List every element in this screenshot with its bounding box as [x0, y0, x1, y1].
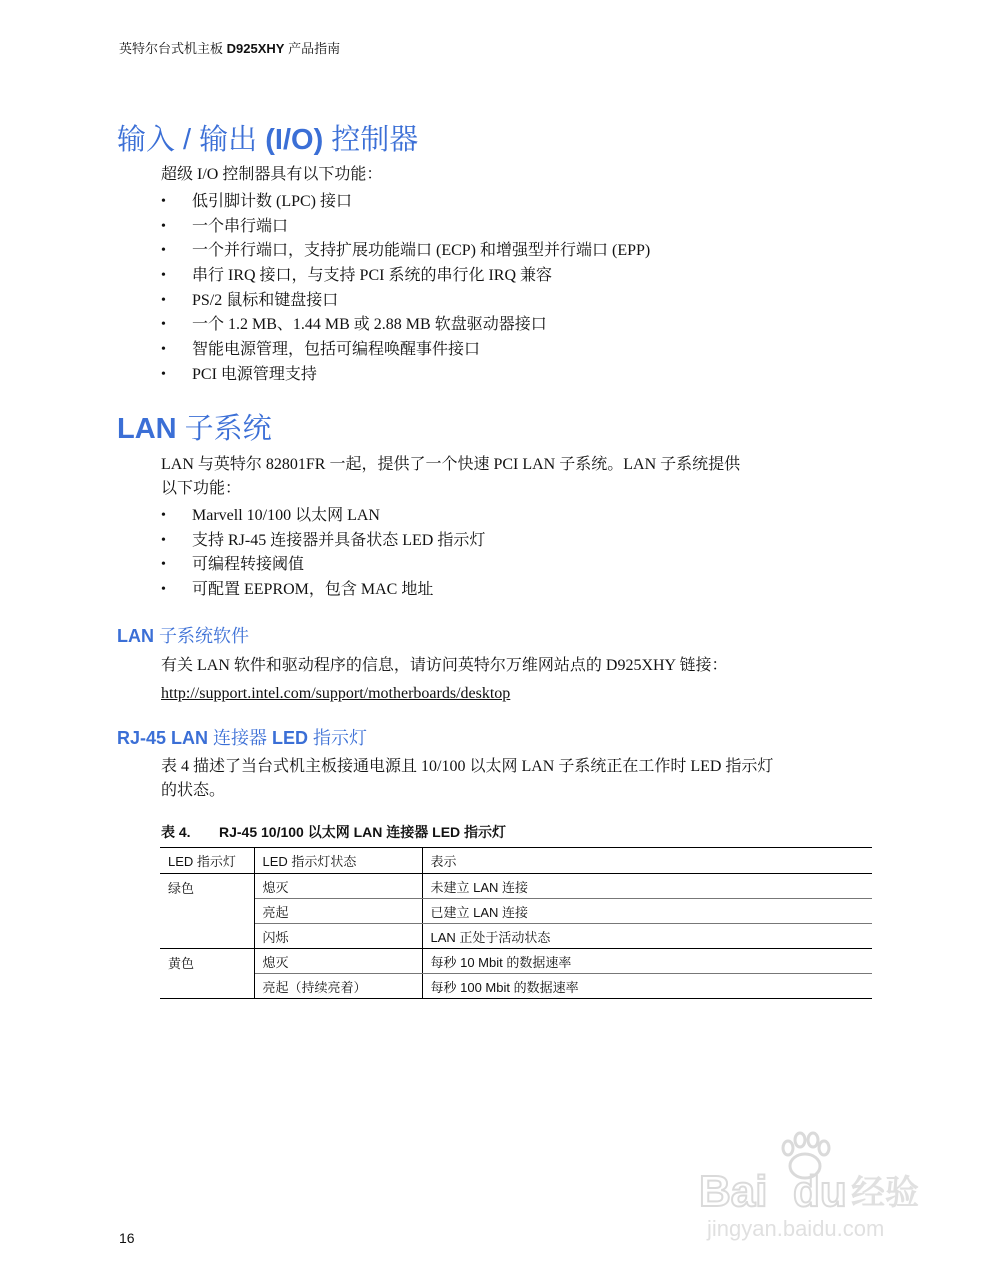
list-item: • 串行 IRQ 接口，与支持 PCI 系统的串行化 IRQ 兼容: [161, 264, 650, 289]
led-state: 亮起（持续亮着）: [254, 974, 422, 999]
table-row: [160, 874, 872, 899]
col-header-meaning: 表示: [422, 848, 872, 874]
list-item: • 可配置 EEPROM，包含 MAC 地址: [161, 578, 485, 603]
lan-software-title: LAN 子系统软件: [117, 626, 250, 646]
table-row: [160, 899, 872, 924]
list-item: • 一个串行端口: [161, 215, 650, 240]
table-caption-text: RJ-45 10/100 以太网 LAN 连接器 LED 指示灯: [219, 824, 507, 840]
list-item: • 智能电源管理，包括可编程唤醒事件接口: [161, 338, 650, 363]
led-state: 亮起: [254, 899, 422, 924]
lan-software-text: 有关 LAN 软件和驱动程序的信息，请访问英特尔万维网站点的 D925XHY 链接：: [161, 657, 728, 674]
header-suffix: 产品指南: [288, 41, 341, 56]
led-state: 熄灭: [254, 874, 422, 899]
watermark-brand2: du: [793, 1167, 847, 1216]
table-row: [160, 974, 872, 999]
io-feature-list: [161, 190, 650, 388]
list-item: • PCI 电源管理支持: [161, 363, 650, 388]
list-item: • 可编程转接阈值: [161, 553, 485, 578]
table-header-row: [160, 848, 872, 874]
list-item: • 支持 RJ-45 连接器并具备状态 LED 指示灯: [161, 529, 485, 554]
led-table: [160, 847, 872, 999]
support-link-wrap: [161, 682, 841, 706]
io-intro: 超级 I/O 控制器具有以下功能：: [161, 166, 383, 183]
watermark-brand: Bai: [699, 1167, 768, 1216]
table-row: [160, 924, 872, 949]
table-caption-number: 表 4.: [161, 824, 191, 840]
list-item: • PS/2 鼠标和键盘接口: [161, 289, 650, 314]
led-color-yellow: 黄色: [160, 949, 254, 999]
rj45-title: RJ-45 LAN 连接器 LED 指示灯: [117, 728, 368, 748]
led-meaning: 已建立 LAN 连接: [422, 899, 872, 924]
led-meaning: 每秒 10 Mbit 的数据速率: [422, 949, 872, 974]
header-model: D925XHY: [226, 41, 285, 56]
running-header: [119, 38, 340, 57]
baidu-jingyan-watermark: [693, 1130, 943, 1245]
list-item: • 一个 1.2 MB、1.44 MB 或 2.88 MB 软盘驱动器接口: [161, 313, 650, 338]
led-meaning: 未建立 LAN 连接: [422, 874, 872, 899]
led-state: 闪烁: [254, 924, 422, 949]
col-header-led: LED 指示灯: [160, 848, 254, 874]
led-meaning: 每秒 100 Mbit 的数据速率: [422, 974, 872, 999]
rj45-text: 表 4 描述了当台式机主板接通电源且 10/100 以太网 LAN 子系统正在工作时 LED 指示灯 的状态。: [161, 758, 774, 799]
table-caption: [161, 822, 506, 842]
led-state: 熄灭: [254, 949, 422, 974]
page-number: 16: [119, 1230, 135, 1246]
led-color-green: 绿色: [160, 874, 254, 949]
lan-intro: LAN 与英特尔 82801FR 一起，提供了一个快速 PCI LAN 子系统。LAN 子系统提供 以下功能：: [161, 456, 741, 497]
list-item: • 一个并行端口，支持扩展功能端口 (ECP) 和增强型并行端口 (EPP): [161, 239, 650, 264]
lan-section-title: LAN 子系统: [117, 413, 272, 445]
header-title: 英特尔台式机主板: [119, 41, 224, 56]
io-section-title: 输入 / 输出 (I/O) 控制器: [117, 124, 419, 156]
list-item: • Marvell 10/100 以太网 LAN: [161, 504, 485, 529]
table-row: [160, 949, 872, 974]
lan-feature-list: [161, 504, 485, 603]
list-item: • 低引脚计数 (LPC) 接口: [161, 190, 650, 215]
led-meaning: LAN 正处于活动状态: [422, 924, 872, 949]
support-link[interactable]: http://support.intel.com/support/motherboards/desktop: [161, 685, 511, 702]
col-header-state: LED 指示灯状态: [254, 848, 422, 874]
watermark-url: jingyan.baidu.com: [707, 1216, 885, 1241]
watermark-cn: 经验: [851, 1173, 919, 1213]
